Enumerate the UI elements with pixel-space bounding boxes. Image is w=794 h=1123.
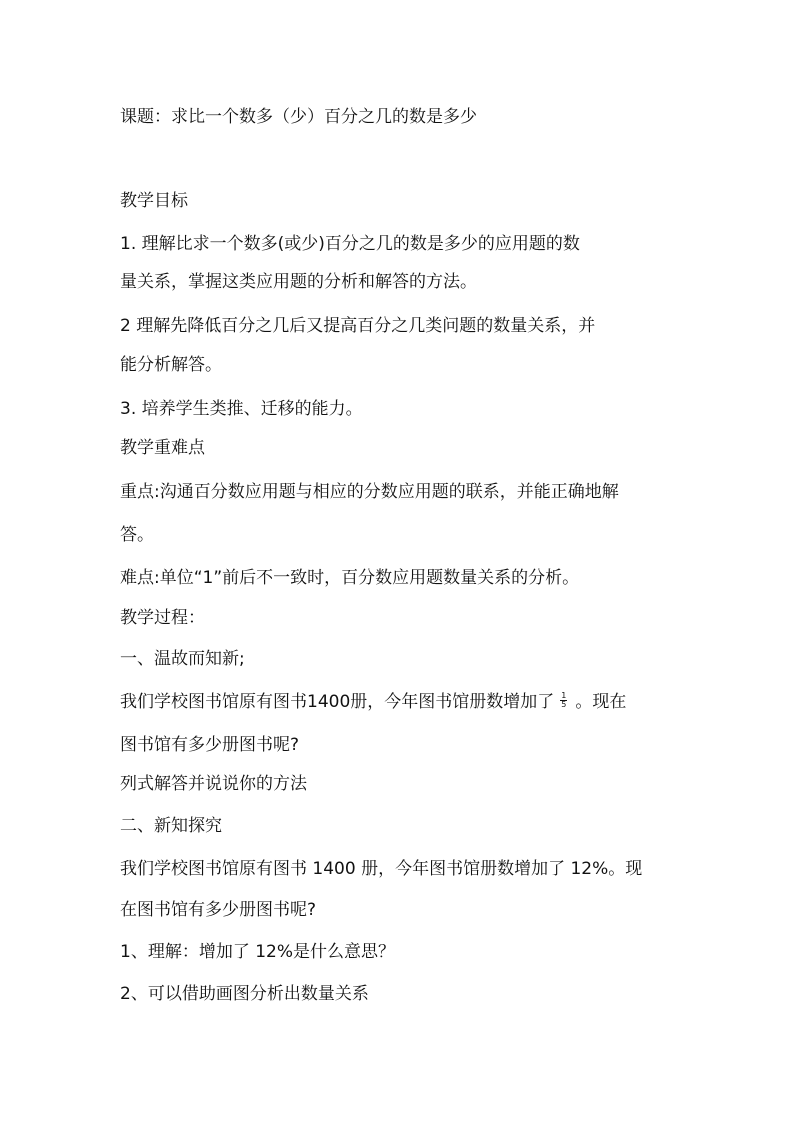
objective-2-line-1: 2 理解先降低百分之几后又提高百分之几类问题的数量关系，并	[120, 316, 596, 336]
step-1: 1、理解：增加了 12%是什么意思？	[120, 942, 396, 962]
fraction-one-fifth	[560, 692, 567, 709]
section-2-heading: 二、新知探究	[120, 816, 222, 836]
objective-2-line-2: 能分析解答。	[120, 355, 222, 375]
difficulty-point: 难点:单位“1”前后不一致时，百分数应用题数量关系的分析。	[120, 568, 580, 588]
new-problem-line-2: 在图书馆有多少册图书呢?	[120, 900, 317, 920]
review-problem-line-2: 图书馆有多少册图书呢?	[120, 735, 300, 755]
objective-3: 3. 培养学生类推、迁移的能力。	[120, 399, 363, 419]
step-2: 2、可以借助画图分析出数量关系	[120, 984, 369, 1004]
review-problem-tail: 。现在	[575, 692, 627, 712]
fraction-denominator: 5	[561, 699, 567, 709]
key-point-line-2: 答。	[120, 525, 154, 545]
review-instruction: 列式解答并说说你的方法	[120, 774, 307, 794]
objective-1-line-2: 量关系，掌握这类应用题的分析和解答的方法。	[120, 272, 477, 292]
fraction-numerator: 1	[561, 690, 567, 700]
process-heading: 教学过程：	[120, 608, 205, 628]
section-1-heading: 一、温故而知新;	[120, 649, 245, 669]
lesson-title: 课题：求比一个数多（少）百分之几的数是多少	[120, 107, 477, 127]
review-problem-line-1	[120, 690, 626, 714]
review-problem-text: 我们学校图书馆原有图书1400册，今年图书馆册数增加了	[120, 692, 555, 712]
objective-1-line-1: 1. 理解比求一个数多(或少)百分之几的数是多少的应用题的数	[120, 234, 580, 254]
key-points-heading: 教学重难点	[120, 438, 205, 458]
key-point-line-1: 重点:沟通百分数应用题与相应的分数应用题的联系，并能正确地解	[120, 482, 619, 502]
objectives-heading: 教学目标	[120, 191, 188, 211]
new-problem-line-1: 我们学校图书馆原有图书 1400 册，今年图书馆册数增加了 12%。现	[120, 859, 643, 879]
